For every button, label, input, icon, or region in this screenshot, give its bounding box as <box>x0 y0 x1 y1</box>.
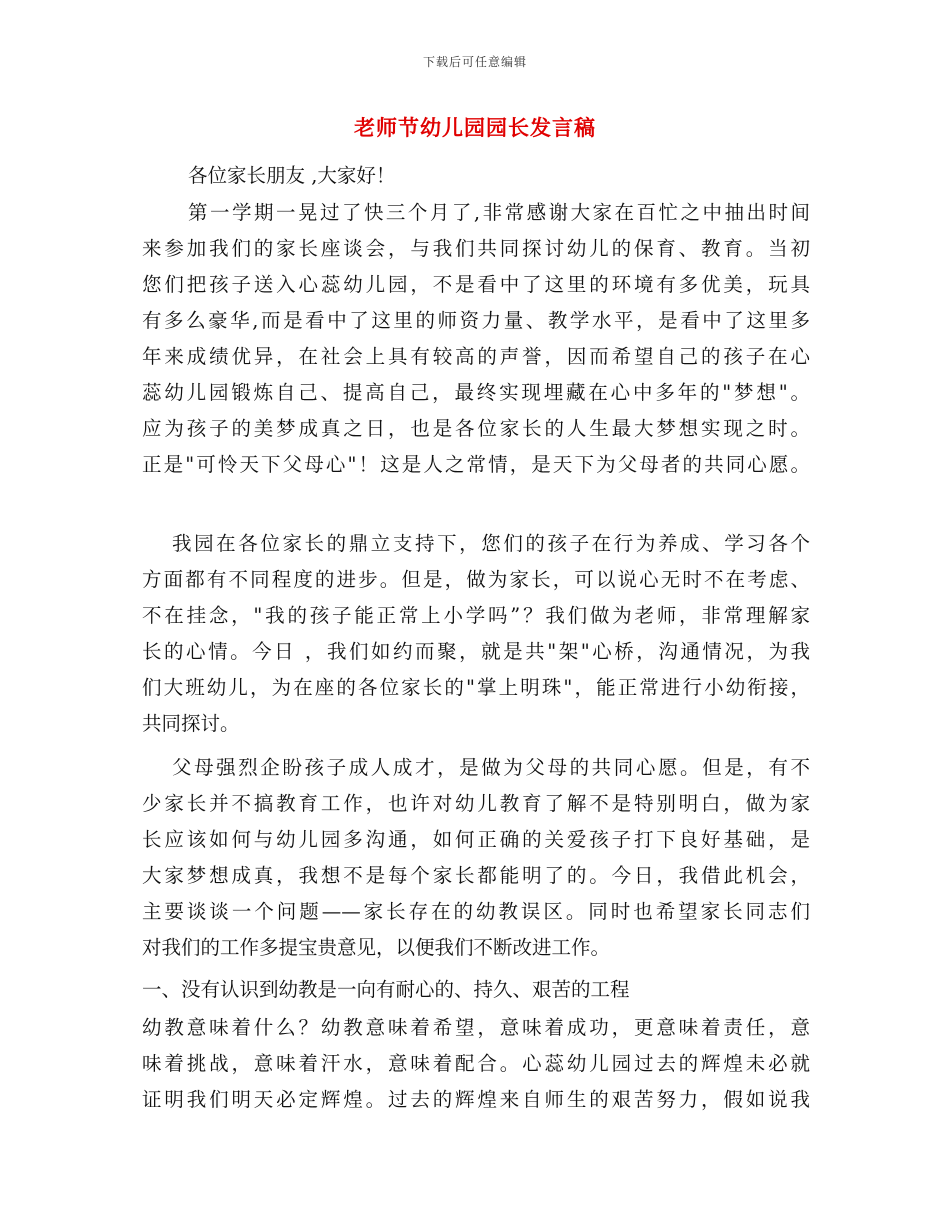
paragraph-line: 正是"可怜天下父母心"！这是人之常情，是天下为父母者的共同心愿。 <box>142 453 810 476</box>
paragraph-line: 年来成绩优异，在社会上具有较高的声誉，因而希望自己的孩子在心 <box>142 345 810 368</box>
header-note: 下载后可任意编辑 <box>422 55 527 69</box>
paragraph-line: 主要谈谈一个问题——家长存在的幼教误区。同时也希望家长同志们 <box>142 900 810 923</box>
paragraph-line: 证明我们明天必定辉煌。过去的辉煌来自师生的艰苦努力，假如说我 <box>142 1088 810 1111</box>
paragraph-line: 长应该如何与幼儿园多沟通，如何正确的关爱孩子打下良好基础，是 <box>142 828 810 851</box>
section-1-heading <box>142 972 810 1008</box>
paragraph-line: 有多么豪华,而是看中了这里的师资力量、教学水平，是看中了这里多 <box>142 309 810 332</box>
paragraph-line: 方面都有不同程度的进步。但是，做为家长，可以说心无时不在考虑、 <box>142 568 810 591</box>
paragraph-line: 大家梦想成真，我想不是每个家长都能明了的。今日，我借此机会， <box>142 864 810 887</box>
paragraph-3 <box>142 750 810 966</box>
paragraph-line: 们大班幼儿，为在座的各位家长的"掌上明珠"，能正常进行小幼衔接， <box>142 676 810 699</box>
paragraph-line: 来参加我们的家长座谈会，与我们共同探讨幼儿的保育、教育。当初 <box>142 237 810 260</box>
paragraph-line: 幼教意味着什么？幼教意味着希望，意味着成功，更意味着责任，意 <box>142 1016 810 1039</box>
paragraph-1 <box>142 195 810 483</box>
paragraph-line: 我园在各位家长的鼎立支持下，您们的孩子在行为养成、学习各个 <box>172 532 810 555</box>
paragraph-line: 您们把孩子送入心蕊幼儿园，不是看中了这里的环境有多优美，玩具 <box>142 273 810 296</box>
paragraph-2 <box>142 526 810 742</box>
paragraph-line: 父母强烈企盼孩子成人成才，是做为父母的共同心愿。但是，有不 <box>172 756 810 779</box>
section-heading-text: 一、没有认识到幼教是一向有耐心的、持久、艰苦的工程 <box>142 978 630 1001</box>
paragraph-line: 少家长并不搞教育工作，也许对幼儿教育了解不是特别明白，做为家 <box>142 792 810 815</box>
greeting: 各位家长朋友 ,大家好！ <box>188 164 396 187</box>
paragraph-line: 长的心情。今日 ，我们如约而聚，就是共"架"心桥，沟通情况，为我 <box>142 640 810 663</box>
paragraph-line: 蕊幼儿园锻炼自己、提高自己，最终实现埋藏在心中多年的"梦想"。 <box>142 381 810 404</box>
paragraph-4 <box>142 1010 810 1118</box>
paragraph-line: 第一学期一晃过了快三个月了,非常感谢大家在百忙之中抽出时间 <box>188 201 810 224</box>
paragraph-line: 对我们的工作多提宝贵意见，以便我们不断改进工作。 <box>142 936 611 959</box>
paragraph-line: 共同探讨。 <box>142 712 240 735</box>
paragraph-line: 不在挂念，"我的孩子能正常上小学吗”？我们做为老师，非常理解家 <box>142 604 810 627</box>
paragraph-line: 味着挑战，意味着汗水，意味着配合。心蕊幼儿园过去的辉煌未必就 <box>142 1052 810 1075</box>
paragraph-line: 应为孩子的美梦成真之日，也是各位家长的人生最大梦想实现之时。 <box>142 417 810 440</box>
document-title: 老师节幼儿园园长发言稿 <box>354 116 596 140</box>
